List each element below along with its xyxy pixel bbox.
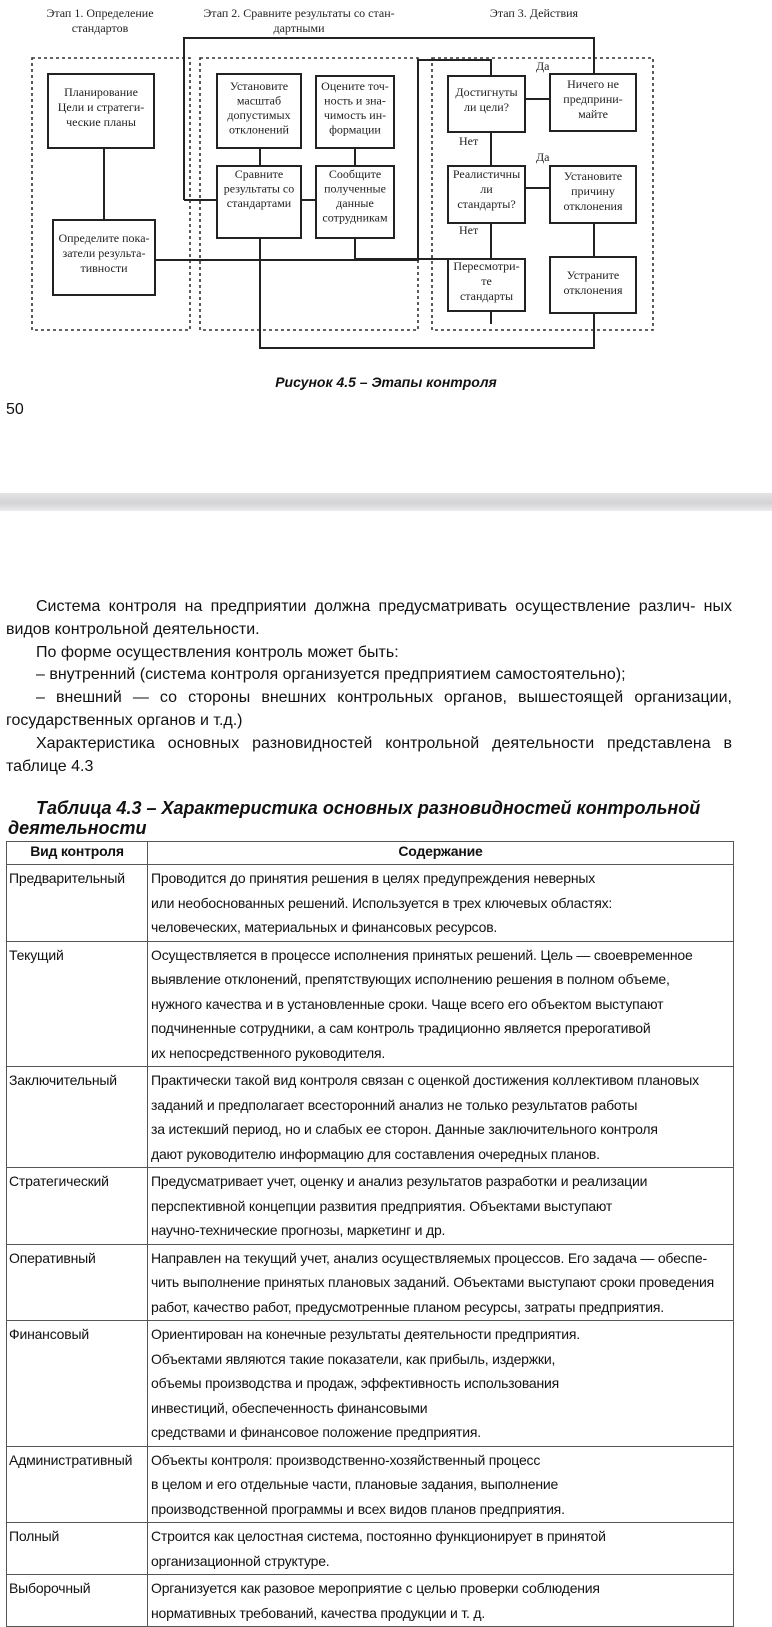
- content-line: Организуется как разовое мероприятие с целью проверки соблюдения: [151, 1580, 600, 1596]
- control-content-cell: [148, 1168, 734, 1245]
- report-box: [316, 166, 394, 238]
- table-caption: [8, 798, 728, 838]
- content-line: Ориентирован на конечные результаты деятельности предприятия.: [151, 1326, 580, 1342]
- realistic-box: [448, 166, 525, 223]
- table-row: [7, 1168, 734, 1245]
- content-line: Проводится до принятия решения в целях предупреждения неверных: [151, 870, 596, 886]
- achieved-box: [448, 76, 525, 132]
- control-content-cell: [148, 865, 734, 942]
- control-kind-cell: Предварительный: [7, 865, 148, 942]
- control-content-cell: [148, 1321, 734, 1447]
- content-line: объемы производства и продаж, эффективность использования: [151, 1375, 560, 1391]
- content-line: организационной структуре.: [151, 1552, 330, 1569]
- content-line: инвестиций, обеспеченность финансовыми: [151, 1399, 428, 1416]
- paragraph: [6, 596, 732, 642]
- accuracy-box-label: Оцените точ-: [321, 79, 389, 93]
- paragraph: [6, 664, 732, 687]
- paragraph-text: – внешний — со стороны внешних контрольных органов, вышестоящей организации,: [36, 689, 732, 707]
- planning-box-label: ческие планы: [66, 115, 136, 129]
- stage-1-title: Этап 1. Определение: [46, 6, 154, 20]
- indicators-box: [53, 220, 155, 295]
- scale-box-label: отклонений: [229, 122, 289, 137]
- compare-box-label: стандартами: [226, 196, 292, 210]
- report-box-label: полученные: [324, 181, 386, 196]
- table-row: [7, 865, 734, 942]
- table-row: [7, 1446, 734, 1523]
- content-line: Предусматривает учет, оценку и анализ результатов разработки и реализации: [151, 1173, 648, 1189]
- content-line: Строится как целостная система, постоянно функционирует в принятой: [151, 1528, 606, 1544]
- accuracy-box-label: ность и зна-: [324, 93, 386, 108]
- control-kind-cell: Текущий: [7, 941, 148, 1067]
- content-line: дают руководителю информацию для составления очередных планов.: [151, 1145, 600, 1162]
- paragraph: [6, 642, 732, 665]
- paragraph-text: По форме осуществления контроль может быть:: [36, 643, 399, 661]
- achieved-box-label: Достигнуты: [455, 85, 518, 99]
- content-line: Осуществляется в процессе исполнения принятых решений. Цель — своевременное: [151, 946, 693, 963]
- content-line: заданий и предполагает всесторонний анализ не только результатов работы: [151, 1096, 638, 1113]
- paragraph-text: Система контроля на предприятии должна предусматривать осуществление различ-: [36, 598, 696, 615]
- connector-line: [355, 238, 448, 259]
- revise-box: [448, 259, 525, 311]
- control-content-cell: [148, 941, 734, 1067]
- content-line: нужного качества и в установленные сроки. Чаще всего его объектом выступают: [151, 995, 664, 1012]
- indicators-box-label: затели результа-: [62, 246, 146, 260]
- cause-box: [550, 166, 636, 223]
- content-line: их непосредственного руководителя.: [151, 1044, 386, 1061]
- control-kind-cell: Заключительный: [7, 1067, 148, 1168]
- eliminate-box-label: Устраните: [566, 268, 620, 282]
- paragraph: [6, 733, 732, 779]
- control-content-cell: [148, 1067, 734, 1168]
- table-row: [7, 1067, 734, 1168]
- control-kind-cell: Полный: [7, 1523, 148, 1575]
- scale-box-label: масштаб: [236, 93, 282, 108]
- compare-box-label: результаты со: [223, 181, 295, 196]
- body-text: [6, 596, 732, 778]
- table-header-row: [7, 842, 734, 865]
- eliminate-box-label: отклонения: [563, 283, 623, 297]
- report-box-label: сотрудникам: [322, 210, 388, 225]
- compare-box: [217, 166, 301, 238]
- accuracy-box-label: чимость ин-: [323, 108, 387, 122]
- no-branch-label: Нет: [459, 134, 479, 148]
- paragraph-text: ных видов контрольной деятельности.: [6, 598, 732, 638]
- cause-box-label: причину: [571, 184, 615, 198]
- content-line: Практически такой вид контроля связан с оценкой достижения коллективом плановых: [151, 1072, 699, 1088]
- nothing-box-label: Ничего не: [567, 77, 619, 91]
- stage-1-title: стандартов: [71, 21, 129, 35]
- control-content-cell: [148, 1575, 734, 1627]
- content-line: средствами и финансовое положение предприятия.: [151, 1424, 481, 1440]
- control-kind-cell: Выборочный: [7, 1575, 148, 1627]
- indicators-box-label: тивности: [80, 261, 128, 275]
- control-content-cell: [148, 1446, 734, 1523]
- planning-box: [48, 74, 154, 148]
- cause-box-label: отклонения: [563, 199, 623, 213]
- paragraph-text: в таблице 4.3: [6, 734, 733, 775]
- accuracy-box-label: формации: [329, 122, 381, 137]
- paragraph-text: Характеристика основных разновидностей контрольной деятельности представлена: [36, 734, 711, 752]
- nothing-box-label: предприни-: [563, 92, 623, 106]
- control-stages-diagram: [0, 0, 772, 370]
- content-line: научно-технические прогнозы, маркетинг и др.: [151, 1222, 446, 1238]
- control-kind-cell: Административный: [7, 1446, 148, 1523]
- table-row: [7, 1523, 734, 1575]
- indicators-box-label: Определите пока-: [58, 231, 150, 245]
- paragraph-text: государственных органов и т.д.): [6, 711, 243, 729]
- control-content-cell: [148, 1523, 734, 1575]
- planning-box-label: Цели и стратеги-: [57, 100, 145, 114]
- content-line: подчиненные сотрудники, а сам контроль традиционно является прерогативой: [151, 1020, 651, 1036]
- content-line: нормативных требований, качества продукции и т. д.: [151, 1604, 486, 1621]
- realistic-box-label: стандарты?: [457, 197, 516, 211]
- table-caption-line: Таблица 4.3 – Характеристика основных разновидностей контрольной: [36, 798, 701, 818]
- planning-box-label: Планирование: [64, 85, 138, 99]
- revise-box-label: стандарты: [459, 289, 514, 303]
- page-upper: [0, 0, 772, 493]
- realistic-box-label: ли: [480, 182, 493, 196]
- column-header-kind: Вид контроля: [7, 842, 148, 865]
- realistic-box-label: Реалистичны: [452, 167, 521, 181]
- connector-line: [260, 238, 594, 348]
- paragraph: [6, 687, 732, 733]
- content-line: за истекший период, но и слабых ее сторон. Данные заключительного контроля: [151, 1121, 658, 1137]
- stage-2-title: дартными: [273, 21, 325, 35]
- control-content-cell: [148, 1244, 734, 1321]
- compare-box-label: Сравните: [234, 167, 284, 181]
- control-types-table: [6, 841, 734, 1627]
- table-row: [7, 1575, 734, 1627]
- content-line: выявление отклонений, препятствующих исполнению решения в полном объеме,: [151, 971, 670, 987]
- stage-2-title: Этап 2. Сравните результаты со стан-: [203, 6, 395, 20]
- content-line: Направлен на текущий учет, анализ осуществляемых процессов. Его задача — обеспе-: [151, 1249, 707, 1266]
- scale-box-label: Установите: [229, 79, 289, 93]
- stage-3-title: Этап 3. Действия: [489, 6, 579, 20]
- table-row: [7, 1321, 734, 1447]
- content-line: в целом и его отдельные части, плановые задания, выполнение: [151, 1476, 559, 1492]
- content-line: Объекты контроля: производственно-хозяйственный процесс: [151, 1451, 541, 1468]
- content-line: или необоснованных решений. Используется в трех ключевых областях:: [151, 894, 613, 911]
- nothing-box-label: майте: [578, 107, 608, 121]
- control-kind-cell: Финансовый: [7, 1321, 148, 1447]
- control-kind-cell: Стратегический: [7, 1168, 148, 1245]
- table-row: [7, 1244, 734, 1321]
- paragraph-text: – внутренний (система контроля организуется предприятием самостоятельно);: [36, 666, 626, 684]
- revise-box-label: Пересмотри-: [453, 259, 520, 273]
- report-box-label: Сообщите: [328, 167, 382, 181]
- nothing-box: [550, 74, 636, 131]
- yes-branch-label: Да: [536, 59, 550, 73]
- content-line: перспективной концепции развития предприятия. Объектами выступают: [151, 1197, 613, 1214]
- scale-box: [217, 74, 301, 148]
- control-kind-cell: Оперативный: [7, 1244, 148, 1321]
- page-separator: [0, 493, 772, 511]
- page-number: 50: [6, 401, 24, 418]
- table-caption-line: деятельности: [8, 818, 147, 838]
- content-line: Объектами являются такие показатели, как прибыль, издержки,: [151, 1350, 556, 1367]
- revise-box-label: те: [481, 274, 492, 288]
- figure-caption: Рисунок 4.5 – Этапы контроля: [275, 374, 497, 390]
- report-box-label: данные: [336, 196, 374, 210]
- yes-branch-label: Да: [536, 150, 550, 164]
- table-row: [7, 941, 734, 1067]
- cause-box-label: Установите: [563, 169, 623, 183]
- content-line: производственной программы и всех видов планов предприятия.: [151, 1500, 565, 1517]
- achieved-box-label: ли цели?: [464, 100, 509, 114]
- accuracy-box: [316, 76, 394, 148]
- eliminate-box: [550, 257, 636, 313]
- scale-box-label: допустимых: [227, 108, 291, 122]
- column-header-content: Содержание: [148, 842, 734, 865]
- no-branch-label: Нет: [459, 223, 479, 237]
- content-line: чить выполнение принятых плановых заданий. Объектами выступают сроки проведения: [151, 1274, 714, 1290]
- content-line: человеческих, материальных и финансовых ресурсов.: [151, 919, 498, 935]
- content-line: работ, качество работ, предусмотренные планом ресурсы, затраты предприятия.: [151, 1298, 664, 1315]
